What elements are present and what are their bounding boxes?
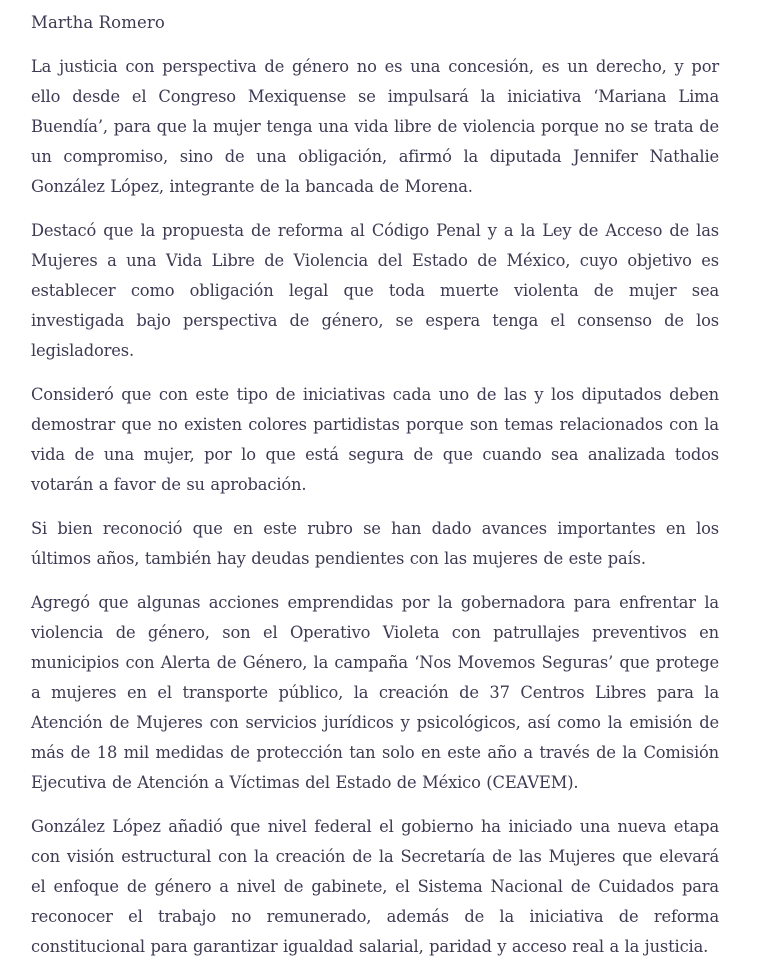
author-byline: Martha Romero: [31, 13, 165, 32]
paragraph-1: La justicia con perspectiva de género no es una concesión, es un derecho, y por ello desde el Congreso Mexiquense se impulsará la iniciativa ‘Mariana Lima Buendía’, para que la mujer tenga una vida libre de violencia porque no se trata de un compromiso, sino de una obligación, afirmó la diputada Jennifer Nathalie González López, integrante de la bancada de Morena.: [31, 57, 719, 196]
paragraph-6: González López añadió que nivel federal el gobierno ha iniciado una nueva etapa con visión estructural con la creación de la Secretaría de las Mujeres que elevará el enfoque de género a nivel de gabinete, el Sistema Nacional de Cuidados para reconocer el trabajo no remunerado, además de la iniciativa de reforma constitucional para garantizar igualdad salarial, paridad y acceso real a la justicia.: [31, 817, 719, 956]
paragraph-2: Destacó que la propuesta de reforma al Código Penal y a la Ley de Acceso de las Mujeres a una Vida Libre de Violencia del Estado de México, cuyo objetivo es establecer como obligación legal que toda muerte violenta de mujer sea investigada bajo perspectiva de género, se espera tenga el consenso de los legisladores.: [31, 221, 719, 360]
paragraph-4: Si bien reconoció que en este rubro se han dado avances importantes en los últimos años, también hay deudas pendientes con las mujeres de este país.: [31, 519, 719, 568]
paragraph-3: Consideró que con este tipo de iniciativas cada uno de las y los diputados deben demostrar que no existen colores partidistas porque son temas relacionados con la vida de una mujer, por lo que está segura de que cuando sea analizada todos votarán a favor de su aprobación.: [31, 385, 719, 494]
paragraph-5: Agregó que algunas acciones emprendidas por la gobernadora para enfrentar la violencia de género, son el Operativo Violeta con patrullajes preventivos en municipios con Alerta de Género, la campaña ‘Nos Movemos Seguras’ que protege a mujeres en el transporte público, la creación de 37 Centros Libres para la Atención de Mujeres con servicios jurídicos y psicológicos, así como la emisión de más de 18 mil medidas de protección tan solo en este año a través de la Comisión Ejecutiva de Atención a Víctimas del Estado de México (CEAVEM).: [31, 593, 719, 792]
